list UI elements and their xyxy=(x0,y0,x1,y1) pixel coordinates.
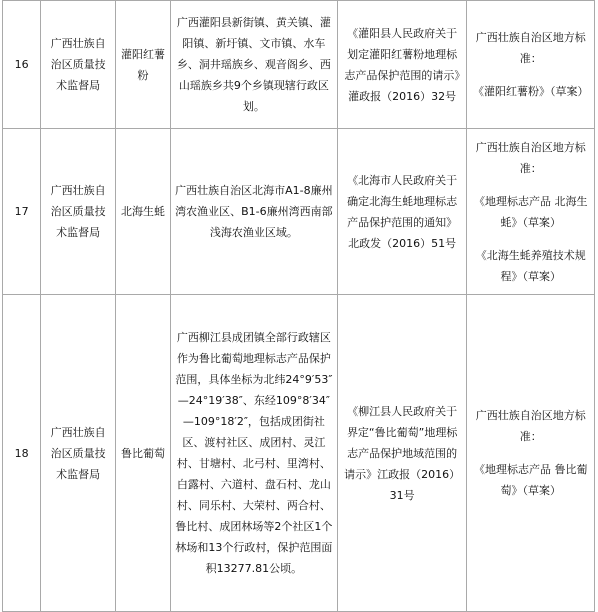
standard-cell xyxy=(467,1,595,129)
government-document-cell: 《灌阳县人民政府关于划定灌阳红薯粉地理标志产品保护范围的请示》灌政报（2016）32号 xyxy=(337,1,467,129)
geo-indication-table xyxy=(2,0,595,612)
protection-area-cell: 广西柳江县成团镇全部行政辖区作为鲁比葡萄地理标志产品保护范围，具体坐标为北纬24°9′53″—24°19′38″、东经109°8′34″—109°18′2″，包括成团街社区、渡村社区、成团村、灵江村、甘塘村、北弓村、里湾村、白露村、六道村、盘石村、龙山村、同乐村、大荣村、两合村、鲁比村、成团林场等2个社区1个林场和13个行政村，保护范围面积13277.81公顷。 xyxy=(170,295,337,612)
standard-line: 广西壮族自治区地方标准： xyxy=(475,31,586,65)
government-document-cell: 《北海市人民政府关于确定北海生蚝地理标志产品保护范围的通知》北政发（2016）51号 xyxy=(337,129,467,295)
product-name-cell: 鲁比葡萄 xyxy=(116,295,171,612)
product-name-cell: 北海生蚝 xyxy=(116,129,171,295)
standard-cell xyxy=(467,295,595,612)
table-row xyxy=(3,295,595,612)
product-name-cell: 灌阳红薯粉 xyxy=(116,1,171,129)
row-number: 16 xyxy=(3,1,41,129)
department-cell: 广西壮族自治区质量技术监督局 xyxy=(41,129,116,295)
table-row xyxy=(3,1,595,129)
table-row xyxy=(3,129,595,295)
standard-line: 广西壮族自治区地方标准： xyxy=(475,140,586,175)
standard-line: 广西壮族自治区地方标准： xyxy=(475,409,586,443)
standard-line: 《灌阳红薯粉》（草案） xyxy=(472,85,589,98)
government-document-cell: 《柳江县人民政府关于界定“鲁比葡萄”地理标志产品保护地域范围的请示》江政报（2016）31号 xyxy=(337,295,467,612)
row-number: 17 xyxy=(3,129,41,295)
department-cell: 广西壮族自治区质量技术监督局 xyxy=(41,295,116,612)
standard-cell xyxy=(467,129,595,295)
row-number: 18 xyxy=(3,295,41,612)
standard-line: 《北海生蚝养殖技术规程》（草案） xyxy=(475,248,586,283)
standard-line: 《地理标志产品 鲁比葡萄》（草案） xyxy=(473,463,588,497)
standard-line: 《地理标志产品 北海生蚝》（草案） xyxy=(473,194,588,229)
protection-area-cell: 广西壮族自治区北海市A1-8廉州湾农渔业区、B1-6廉州湾西南部浅海农渔业区域。 xyxy=(170,129,337,295)
department-cell: 广西壮族自治区质量技术监督局 xyxy=(41,1,116,129)
protection-area-cell: 广西灌阳县新街镇、黄关镇、灌阳镇、新圩镇、文市镇、水车乡、洞井瑶族乡、观音阁乡、西山瑶族乡共9个乡镇现辖行政区划。 xyxy=(170,1,337,129)
